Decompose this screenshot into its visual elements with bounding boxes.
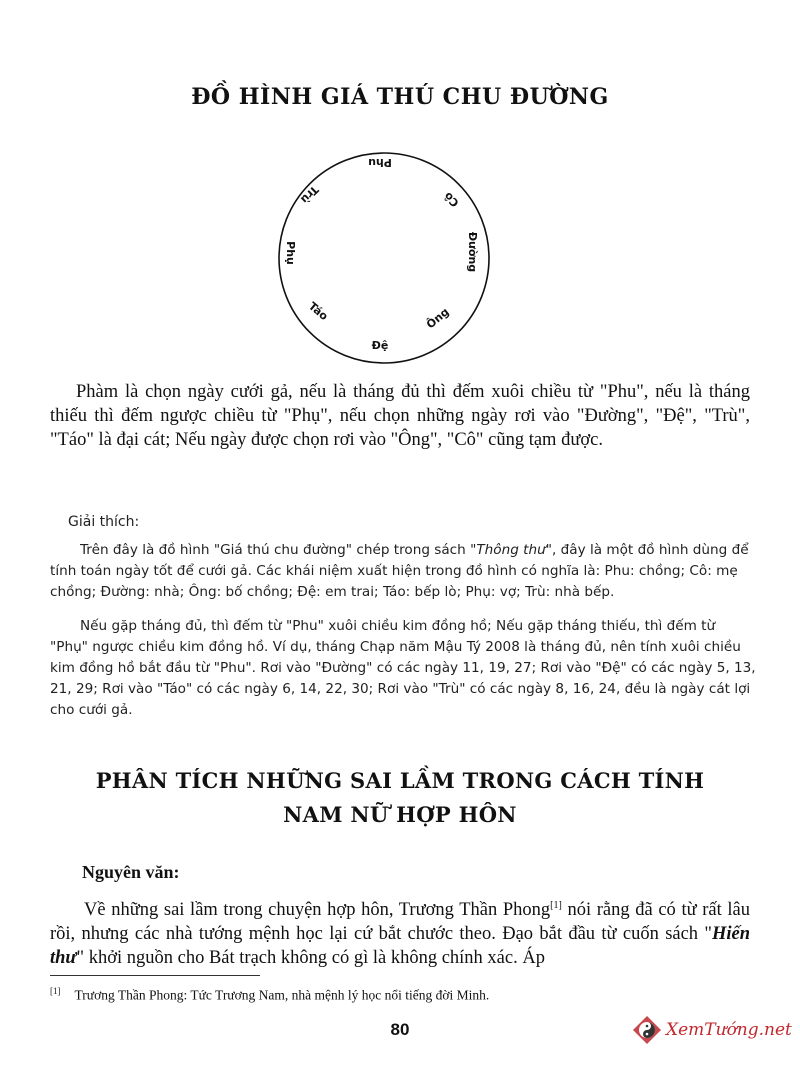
note-paragraph-2: Nếu gặp tháng đủ, thì đếm từ "Phu" xuôi chiều kim đồng hồ; Nếu gặp tháng thiếu, thì đếm từ "Phụ" ngược chiều kim đồng hồ. Ví dụ, tháng Chạp năm Mậu Tý 2008 là tháng đủ, nên tính xuôi chiều kim đồng hồ bắt đầu từ "Phu". Rơi vào "Đường" có các ngày 11, 19, 27; Rơi vào "Đệ" có các ngày 5, 13, 21, 29; Rơi vào "Táo" có các ngày 6, 14, 22, 30; Rơi vào "Trù" có các ngày 8, 16, 24, đều là ngày cát lợi cho cưới gả. <box>50 618 756 718</box>
note-p1-before: Trên đây là đồ hình "Giá thú chu đường" chép trong sách " <box>80 542 477 558</box>
note-p1-after: ", đây là một đồ hình dùng để tính toán ngày tốt để cưới gả. Các khái niệm xuất hiện trong đồ hình có nghĩa là: Phu: chồng; Cô: mẹ chồng; Đường: nhà; Ông: bố chồng; Đệ: em trai; Táo: bếp lò; Phụ: vợ; Trù: nhà bếp. <box>50 542 749 600</box>
yin-yang-logo-icon <box>632 1015 662 1045</box>
note-heading: Giải thích: <box>68 514 140 530</box>
wheel-label-de: Đệ <box>371 339 389 352</box>
diagram-title: ĐỒ HÌNH GIÁ THÚ CHU ĐƯỜNG <box>191 84 609 110</box>
page-number: 80 <box>390 1020 410 1039</box>
wedding-wheel-diagram <box>274 148 494 368</box>
wheel-label-tao: Táo <box>305 299 331 324</box>
wheel-label-phu-left: Phụ <box>284 241 297 265</box>
body-after: " khởi nguồn cho Bát trạch không có gì là không chính xác. Áp <box>76 948 545 968</box>
footnote-text: Trương Thần Phong: Tức Trương Nam, nhà mệnh lý học nổi tiếng đời Minh. <box>74 987 490 1003</box>
note-paragraph-1 <box>50 540 756 603</box>
body-book-title: Hiến thư <box>50 924 750 968</box>
watermark <box>632 1012 794 1048</box>
section-title <box>0 764 800 832</box>
body-mid: nói rằng đã có từ rất lâu rồi, nhưng các nhà tướng mệnh học lại cứ bắt chước theo. Đạo bắt đầu từ cuốn sách " <box>50 900 751 944</box>
wheel-label-ong: Ông <box>423 305 452 332</box>
section-title-line-1: PHÂN TÍCH NHỮNG SAI LẦM TRONG CÁCH TÍNH <box>95 768 705 793</box>
body-paragraph <box>50 898 750 970</box>
footnote-reference[interactable]: [1] <box>550 899 562 911</box>
subheading: Nguyên văn: <box>82 862 180 882</box>
body-before-ref: Về những sai lầm trong chuyện hợp hôn, Trương Thần Phong <box>84 900 551 920</box>
footnote-divider <box>50 975 260 976</box>
wheel-label-phu-top: Phu <box>368 156 392 169</box>
watermark-text: XemTướng.net <box>666 1020 792 1040</box>
wheel-label-co: Cô <box>441 189 462 210</box>
footnote-mark: [1] <box>50 986 61 996</box>
footnote <box>50 986 750 1004</box>
intro-paragraph: Phàm là chọn ngày cưới gả, nếu là tháng đủ thì đếm xuôi chiều từ "Phu", nếu là tháng thiếu thì đếm ngược chiều từ "Phụ", nếu chọn những ngày rơi vào "Đường", "Đệ", "Trù", "Táo" là đại cát; Nếu ngày được chọn rơi vào "Ông", "Cô" cũng tạm được. <box>50 382 750 450</box>
note-p1-book: Thông thư <box>476 542 546 558</box>
wheel-label-duong: Đường <box>466 231 479 273</box>
wheel-label-tru: Trù <box>297 182 321 206</box>
section-title-line-2: NAM NỮ HỢP HÔN <box>283 802 517 827</box>
